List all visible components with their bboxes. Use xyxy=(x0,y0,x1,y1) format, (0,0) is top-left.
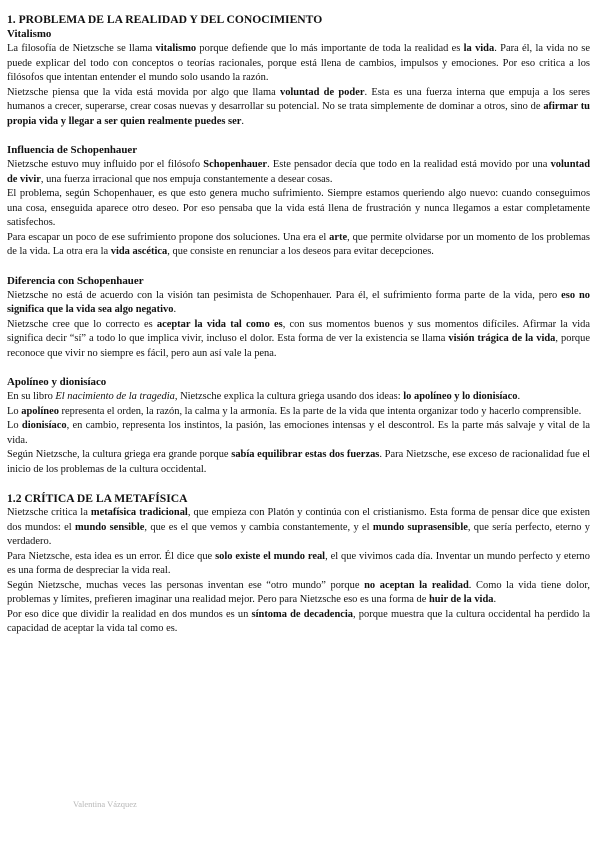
paragraph: Nietzsche estuvo muy influido por el filósofo Schopenhauer. Este pensador decía que todo en la realidad está movido por una voluntad de vivir, una fuerza irracional que nos empuja constantemente a desear cosas. xyxy=(7,159,591,185)
paragraph: Por eso dice que dividir la realidad en dos mundos es un síntoma de decadencia, porque muestra que la cultura occidental ha perdido la capacidad de aceptar la vida tal como es. xyxy=(7,608,590,634)
document-body xyxy=(7,12,590,637)
paragraph: Nietzsche critica la metafísica tradicional, que empieza con Platón y continúa con el cristianismo. Esta forma de pensar dice que existen dos mundos: el mundo sensible, que es el que vemos y cambia constantemente, y el mundo suprasensible, que sería perfecto, eterno y verdadero. xyxy=(7,507,590,547)
footer-author: Valentina Vázquez xyxy=(73,799,137,809)
subheading-vitalismo: Vitalismo xyxy=(7,28,52,40)
subheading-schopenhauer: Influencia de Schopenhauer xyxy=(7,144,138,156)
section-title: 1. PROBLEMA DE LA REALIDAD Y DEL CONOCIMIENTO xyxy=(7,13,323,26)
paragraph: Nietzsche no está de acuerdo con la visión tan pesimista de Schopenhauer. Para él, el sufrimiento forma parte de la vida, pero eso no significa que la vida sea algo negativo. xyxy=(7,289,590,315)
paragraph: Según Nietzsche, muchas veces las personas inventan ese “otro mundo” porque no aceptan la realidad. Como la vida tiene dolor, problemas y límites, prefieren imaginar una realidad mejor. Pero para Nietzsche eso es una forma de huir de la vida. xyxy=(7,579,590,605)
paragraph: Lo dionisíaco, en cambio, representa los instintos, la pasión, las emociones intensas y el descontrol. Es la parte más salvaje y vital de la vida. xyxy=(7,420,590,446)
paragraph: Según Nietzsche, la cultura griega era grande porque sabía equilibrar estas dos fuerzas. Para Nietzsche, ese exceso de racionalidad fue el inicio de los problemas de la cultura occidental. xyxy=(7,449,590,475)
paragraph: En su libro El nacimiento de la tragedia, Nietzsche explica la cultura griega usando dos ideas: lo apolíneo y lo dionisíaco. xyxy=(7,391,521,402)
subheading-apolineo: Apolíneo y dionisíaco xyxy=(7,376,107,388)
paragraph: La filosofía de Nietzsche se llama vitalismo porque defiende que lo más importante de toda la realidad es la vida. Para él, la vida no se puede explicar del todo con conceptos o teorías racionales, porque está llena de cambios, impulsos y emociones. Por eso critica a los filósofos que intentan entender el mundo solo usando la razón. xyxy=(7,43,591,83)
paragraph: Lo apolíneo representa el orden, la razón, la calma y la armonía. Es la parte de la vida que intenta organizar todo y hacerlo comprensible. xyxy=(7,405,582,417)
section-title-metafisica: 1.2 CRÍTICA DE LA METAFÍSICA xyxy=(7,492,188,505)
subheading-diferencia: Diferencia con Schopenhauer xyxy=(7,274,144,287)
paragraph: Para escapar un poco de ese sufrimiento propone dos soluciones. Una era el arte, que permite olvidarse por un momento de los problemas de la vida. La otra era la vida ascética, que consiste en renunciar a los deseos para evitar decepciones. xyxy=(7,231,590,257)
paragraph: Para Nietzsche, esta idea es un error. Él dice que solo existe el mundo real, el que vivimos cada día. Inventar un mundo perfecto y eterno es una forma de despreciar la vida real. xyxy=(7,550,590,576)
paragraph: El problema, según Schopenhauer, es que esto genera mucho sufrimiento. Siempre estamos queriendo algo nuevo: cuando conseguimos una cosa, enseguida aparece otro deseo. Por eso pensaba que la vida está llena de frustración y nunca llegamos a estar completamente satisfechos. xyxy=(7,188,590,228)
paragraph: Nietzsche cree que lo correcto es aceptar la vida tal como es, con sus momentos buenos y sus momentos difíciles. Afirmar la vida significa decir “sí” a todo lo que implica vivir, incluso el dolor. Esta forma de ver la existencia se llama visión trágica de la vida, porque reconoce que vivir no siempre es fácil, pero aun así vale la pena. xyxy=(7,318,590,359)
paragraph: Nietzsche piensa que la vida está movida por algo que llama voluntad de poder. Esta es una fuerza interna que empuja a los seres humanos a crecer, superarse, crear cosas nuevas y desarrollar su potencial. No se trata simplemente de dominar a otros, sino de afirmar tu propia vida y llegar a ser quien realmente puedes ser. xyxy=(7,86,590,127)
